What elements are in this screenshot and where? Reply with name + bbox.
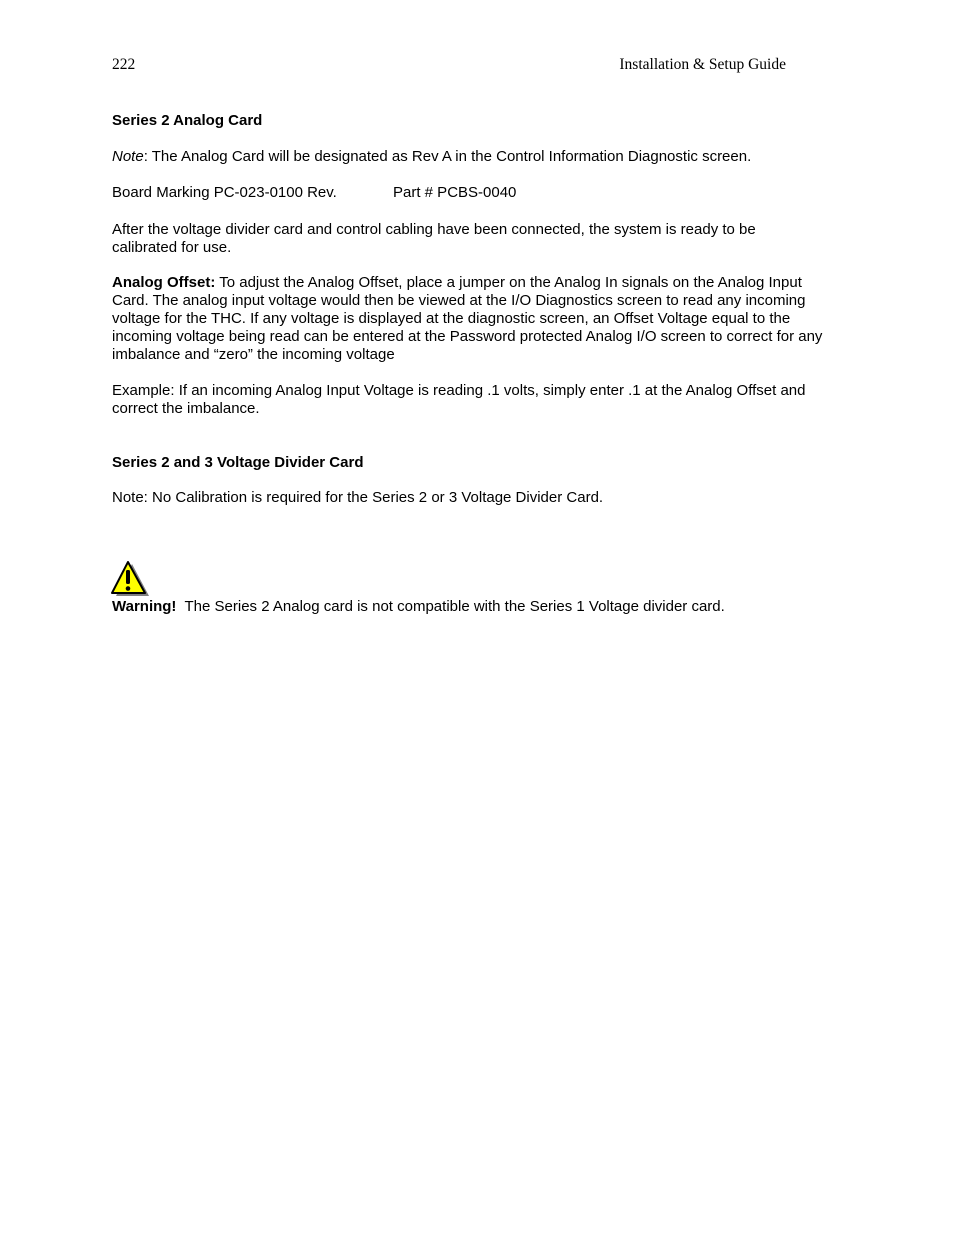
analog-card-note — [112, 148, 824, 166]
warning-icon — [110, 560, 150, 598]
analog-offset-text: To adjust the Analog Offset, place a jumper on the Analog In signals on the Analog Input Card. The analog input voltage would then be viewed at the I/O Diagnostics screen to read any incoming voltage for the THC. If any voltage is displayed at the diagnostic screen, an Offset Voltage equal to the incoming voltage being read can be entered at the Password protected Analog I/O screen to correct for any imbalance and “zero” the incoming voltage — [112, 274, 823, 363]
warning-paragraph — [112, 598, 824, 616]
warning-text: The Series 2 Analog card is not compatible with the Series 1 Voltage divider card. — [176, 598, 725, 615]
note-text: : The Analog Card will be designated as Rev A in the Control Information Diagnostic screen. — [143, 148, 752, 165]
calibration-paragraph: After the voltage divider card and control cabling have been connected, the system is ready to be calibrated for use. — [112, 221, 756, 256]
voltage-divider-heading: Series 2 and 3 Voltage Divider Card — [112, 454, 364, 471]
part-number: Part # PCBS-0040 — [393, 184, 517, 201]
analog-offset-label: Analog Offset: — [112, 274, 216, 291]
voltage-divider-note: Note: No Calibration is required for the Series 2 or 3 Voltage Divider Card. — [112, 489, 604, 506]
page-number: 222 — [112, 56, 136, 73]
board-marking: Board Marking PC-023-0100 Rev. — [112, 184, 337, 201]
page-header — [112, 56, 786, 74]
guide-title: Installation & Setup Guide — [619, 56, 786, 73]
warning-icon-dot — [126, 586, 131, 591]
example-paragraph: Example: If an incoming Analog Input Voltage is reading .1 volts, simply enter .1 at the Analog Offset and correct the imbalance. — [112, 382, 806, 417]
board-info-row — [112, 184, 824, 202]
note-label: Note — [112, 148, 144, 165]
analog-offset-paragraph — [112, 274, 824, 364]
warning-label: Warning! — [112, 598, 177, 615]
warning-icon-bar — [126, 570, 130, 584]
analog-card-heading: Series 2 Analog Card — [112, 112, 263, 129]
